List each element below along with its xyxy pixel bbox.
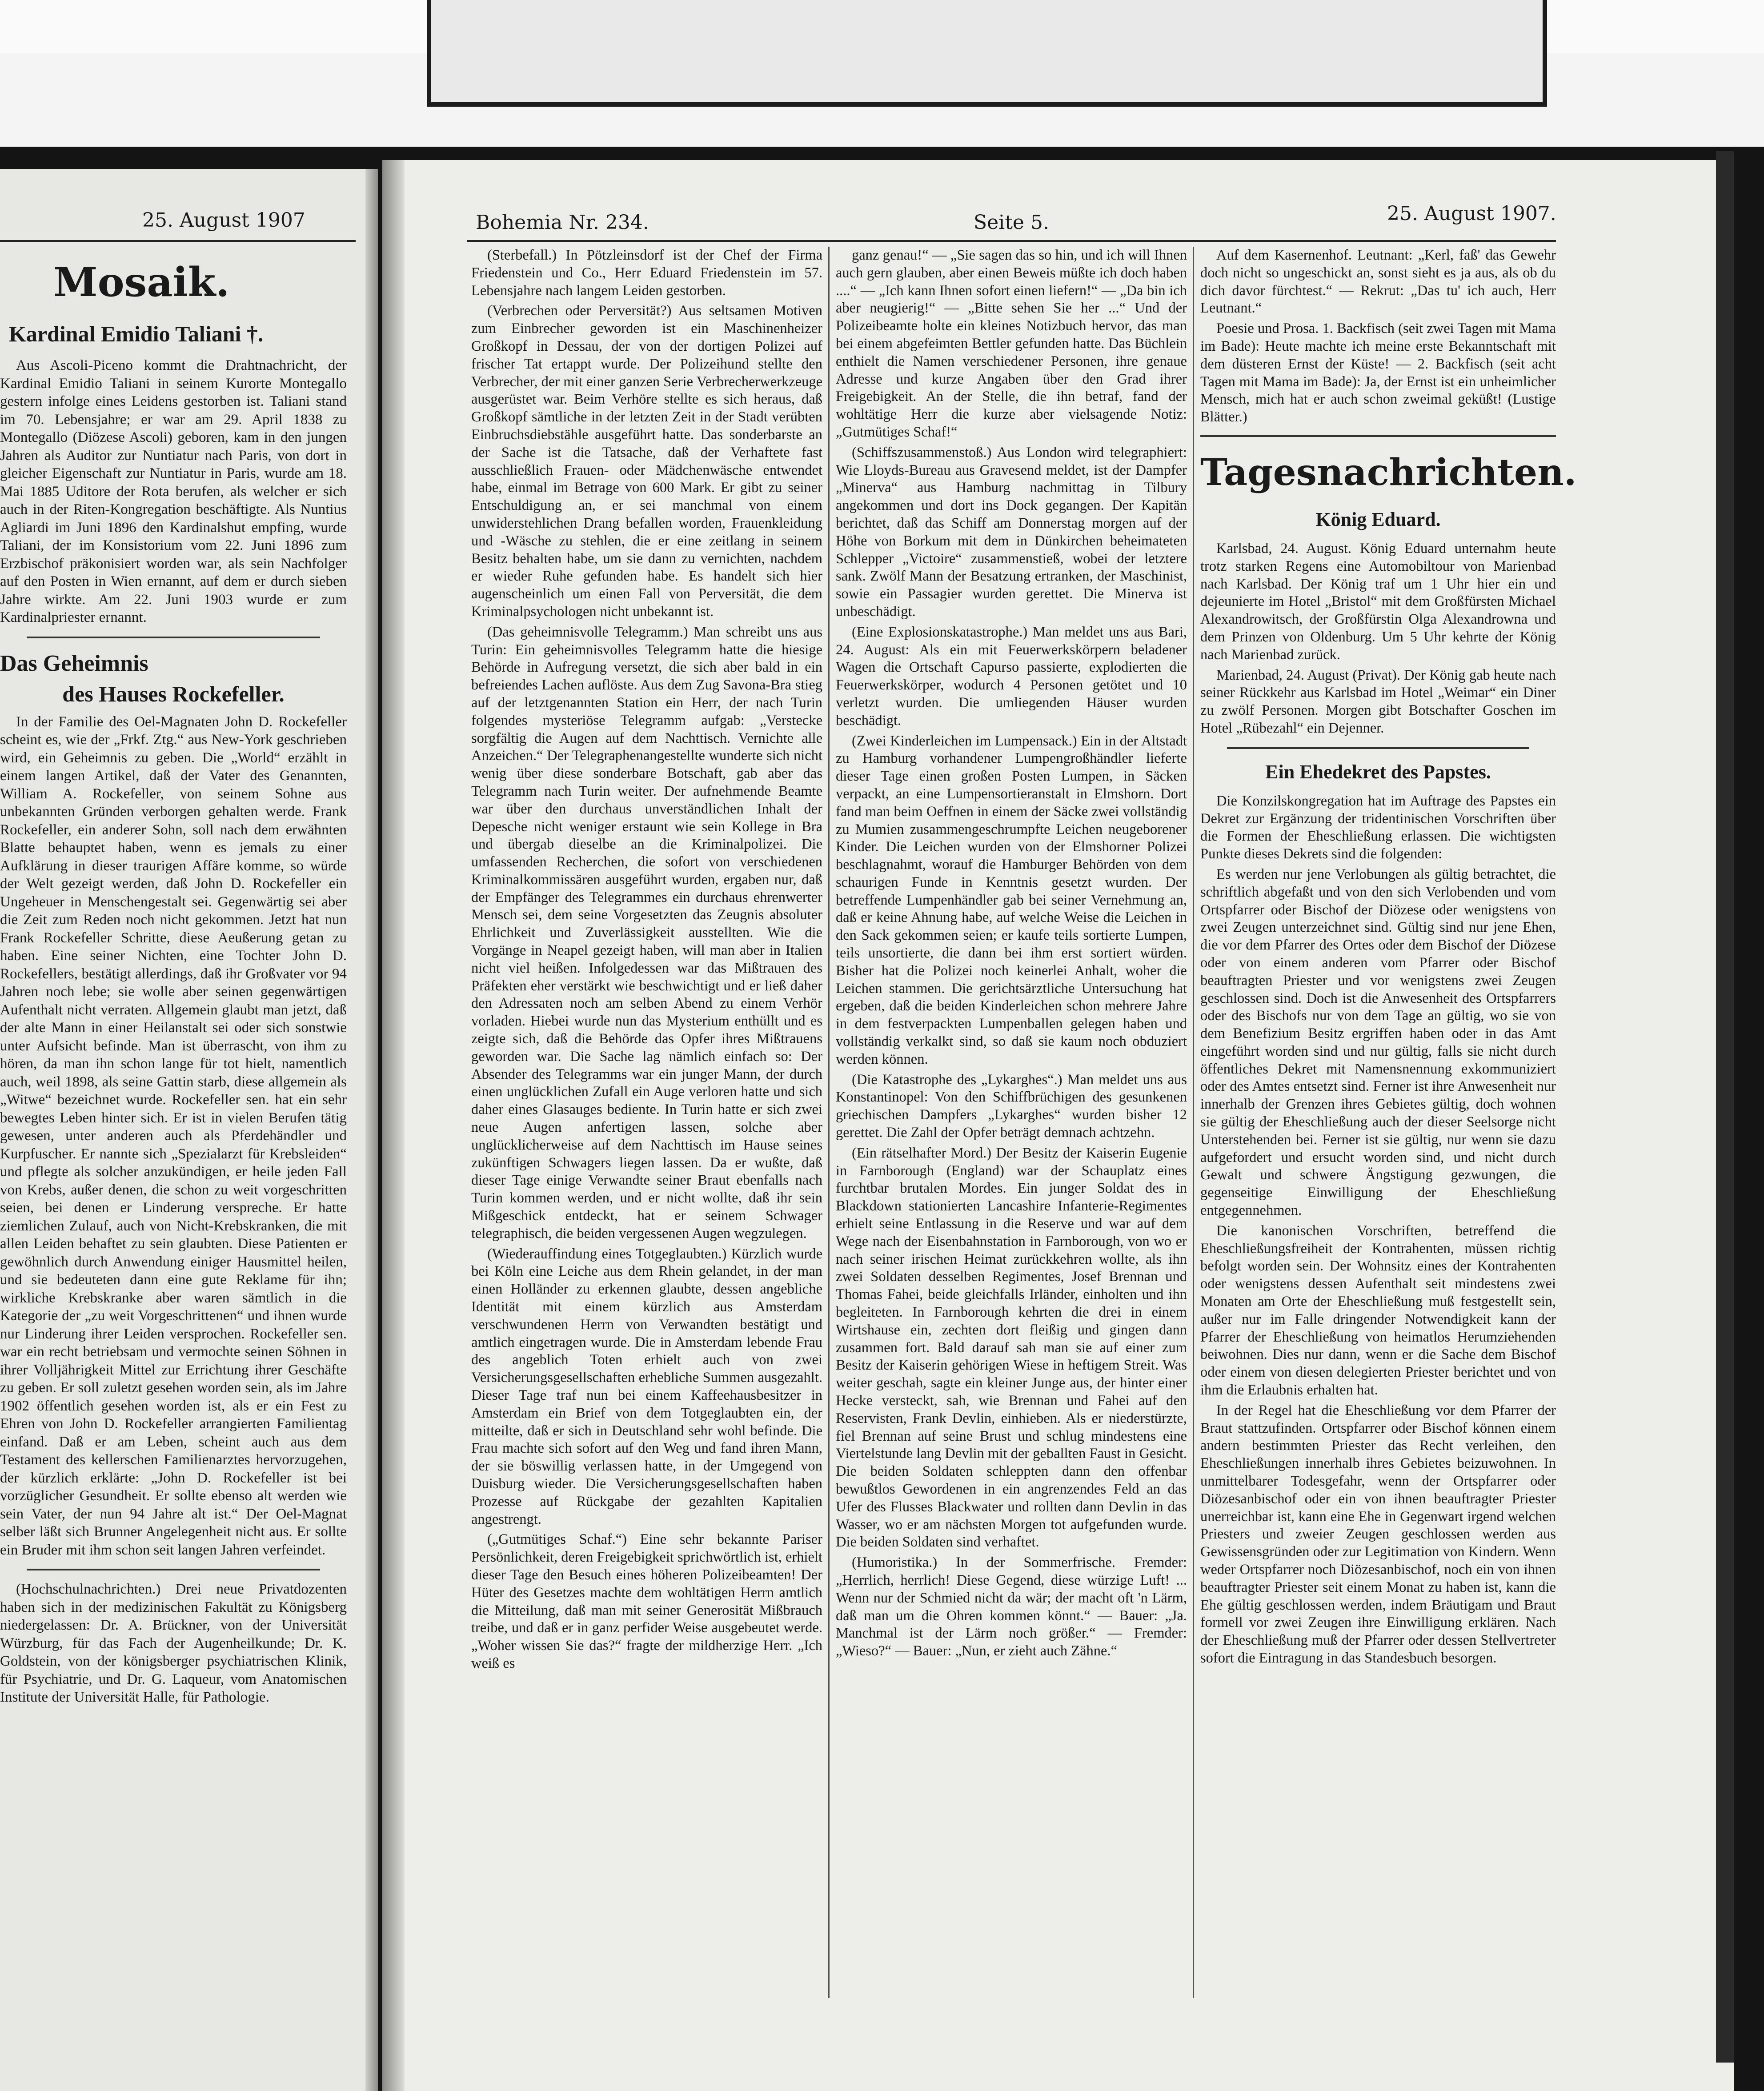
- news-item: Es werden nur jene Verlobungen als gültig betrachtet, die schriftlich abgefaßt und von den sich Verlobenden und vom Ortspfarrer oder Bischof der Diözese oder wenigstens von zwei Zeugen unterzeichnet sind. Gültig sind nur jene Ehen, die vor dem Pfarrer des Ortes oder dem Bischof der Diözese oder von einem anderen vom Pfarrer oder Bischof beauftragten Priester und vor wenigstens zwei Zeugen geschlossen sind. Doch ist die Anwesenheit des Ortspfarrers oder des Bischofs nur von dem Tage an gültig, wo sie von dem Benefizium Besitz ergriffen haben oder in das Amt eingeführt worden sind und nur gültig, falls sie nicht durch öffentliches Dekret mit Namensnennung exkommuniziert oder des Amtes entsetzt sind. Ferner ist ihre Anwesenheit nur innerhalb der Grenzen ihres Gebietes gültig, doch wohnen sie gültig der Eheschließung auch der dieser Seelsorge nicht Unterstehenden bei. Ferner ist sie gültig, nur wenn sie dazu aufgefordert und ersucht worden sind, und nicht durch Gewalt und schwere Ängstigung gezwungen, die gegenseitige Einwilligung der Eheschließung entgegennehmen.: [1200, 866, 1556, 1219]
- header-rule: [467, 240, 1556, 242]
- news-item: (Schiffszusammenstoß.) Aus London wird telegraphiert: Wie Lloyds-Bureau aus Gravesend meldet, ist der Dampfer „Minerva“ aus Hamburg nachmittag in Tilbury angekommen und dort ins Dock gegangen. Der Kapitän berichtet, daß das Schiff am Donnerstag morgen auf der Höhe von Borkum mit dem in Dünkirchen beheimateten Schlepper „Victoire“ zusammenstieß, wobei der letztere sank. Zwölf Mann der Besatzung ertranken, der Maschinist, sowie ein Passagier wurden gerettet. Die Minerva ist unbeschädigt.: [836, 444, 1187, 620]
- header-page-number: Seite 5.: [974, 211, 1049, 234]
- news-item: („Gutmütiges Schaf.“) Eine sehr bekannte Pariser Persönlichkeit, deren Freigebigkeit sprichwörtlich ist, erhielt dieser Tage den Besuch eines höheren Polizeibeamten! Der Hüter des Gesetzes machte dem wohltätigen Herrn amtlich die Mitteilung, daß man mit seiner Generosität Mißbrauch treibe, und daß er in ganz perfider Weise ausgebeutet werde. „Woher wissen Sie das?“ fragte der mildherzige Herr. „Ich weiß es: [471, 1531, 822, 1671]
- article-title: Kardinal Emidio Taliani †.: [9, 321, 264, 346]
- article-title: Das Geheimnis: [0, 650, 148, 676]
- right-page: [382, 160, 1734, 2091]
- column-1: [471, 247, 822, 1675]
- news-item: (Die Katastrophe des „Lykarghes“.) Man meldet uns aus Konstantinopel: Von den Schiffbrüchigen des gesunkenen griechischen Dampfers „Lykarghes“ wurden bisher 12 gerettet. Die Zahl der Opfer beträgt demnach achtzehn.: [836, 1071, 1187, 1141]
- divider: [1200, 435, 1556, 437]
- news-item: (Verbrechen oder Perversität?) Aus seltsamen Motiven zum Einbrecher geworden ist ein Maschinenheizer Großkopf in Dessau, der von der dortigen Polizei auf frischer Tat ertappt wurde. Der Polizeihund stellte den Verbrecher, der mit einer ganzen Serie Verbrecherwerkzeuge ausgerüstet war. Beim Verhöre stellte es sich heraus, daß Großkopf sämtliche in der letzten Zeit in der Stadt verübten Einbruchsdiebstähle ausgeführt hatte. Das sonderbarste an der Sache ist die Tatsache, daß der Verhaftete fast ausschließlich Frauen- oder Mädchenwäsche entwendet habe, einmal im Betrage von 600 Mark. Er gibt zu seiner Entschuldigung an, er sei manchmal von einem unwiderstehlichen Drang befallen worden, Frauenkleidung und -Wäsche zu stehlen, die er eine zeitlang in seinem Besitz behalten habe, um sie dann zu vernichten, nachdem er wieder Ruhe gefunden habe. Es handelt sich hier augenscheinlich um einen Fall von Perversität, die dem Kriminalpsychologen nicht unbekannt ist.: [471, 303, 822, 620]
- anecdote: Auf dem Kasernenhof. Leutnant: „Kerl, faß' das Gewehr doch nicht so ungeschickt an, sonst sieht es ja aus, als ob du dich davor fürchtest.“ — Rekrut: „Das tu' ich auch, Herr Leutnant.“: [1200, 247, 1556, 316]
- section-title: Mosaik.: [53, 259, 230, 306]
- divider: [27, 1569, 320, 1570]
- news-item: Karlsbad, 24. August. König Eduard unternahm heute trotz starken Regens eine Automobiltour von Marienbad nach Karlsbad. Der König traf um 1 Uhr hier ein und dejeunierte im Hotel „Bristol“ mit dem Großfürsten Michael Alexandrowitsch, der Großfürstin Olga Alexandrowna und dem Prinzen von Oldenburg. Um 5 Uhr kehrte der König nach Marienbad zurück.: [1200, 540, 1556, 663]
- scan-top-margin: [0, 0, 1764, 147]
- news-item: (Ein rätselhafter Mord.) Der Besitz der Kaiserin Eugenie in Farnborough (England) war der Schauplatz eines furchtbar brutalen Mordes. Ein junger Soldat des in Blackdown stationierten Lancashire Infanterie-Regimentes erhielt seine Entlassung in die Reserve und war auf dem Wege nach der Eisenbahnstation in Farnborough, von wo er nach seiner irischen Heimat zurückkehren wollte, als ihn zwei Soldaten desselben Regimentes, Josef Brennan und Thomas Fahei, beide gleichfalls Irländer, einholten und ihn begleiteten. In Farnborough kehrten die drei in einem Wirtshause ein, zechten dort fleißig und gingen dann zusammen fort. Bald darauf sah man sie auf einer zum Besitz der Kaiserin gehörigen Wiese in heftigem Streit. Was weiter geschah, sagte ein kleiner Junge aus, der hinter einer Hecke versteckt, sah, wie Brennan und Fahei auf den Reservisten, Frank Devlin, einhieben. Als er niederstürzte, fiel Brennan auf seine Brust und schlug mindestens eine Viertelstunde lang Devlin mit der geballten Faust in Gesicht. Die beiden Soldaten schleppten dann den offenbar bewußtlos Gewordenen in ein angrenzendes Feld an das Ufer des Flusses Blackwater und rollten dann Devlin in das Wasser, wo er am nächsten Morgen tot aufgefunden wurde. Die beiden Soldaten sind verhaftet.: [836, 1145, 1187, 1550]
- article-text: (Hochschulnachrichten.) Drei neue Privatdozenten haben sich in der medizinischen Fakultät zu Königsberg niedergelassen: Dr. A. Brückner, von der Universität Würzburg, für das Fach der Augenheilkunde; Dr. K. Goldstein, von der königsberger psychiatrischen Klinik, für Psychiatrie, und Dr. G. Laqueur, vom Anatomischen Institute der Universität Halle, für Pathologie.: [0, 1581, 347, 1705]
- column-separator: [1193, 247, 1194, 1998]
- header-rule: [0, 240, 356, 242]
- article-text: Aus Ascoli-Piceno kommt die Drahtnachricht, der Kardinal Emidio Taliani in seinem Kurorte Montegallo gestern infolge eines Leidens gestorben ist. Taliani stand im 70. Lebensjahre; er war am 29. April 1838 zu Montegallo (Diözese Ascoli) geboren, kam in den jungen Jahren als Auditor zur Nuntiatur nach Paris, von dort in gleicher Eigenschaft zur Nuntiatur in Paris, wurde am 18. Mai 1885 Uditore der Rota berufen, als welcher er sich auch in der Riten-Kongregation beschäftigte. Als Nuntius Agliardi im Juni 1896 den Kardinalshut empfing, wurde Taliani, der im Konsistorium vom 22. Juni 1896 zum Erzbischof präkonisiert worden war, als sein Nachfolger auf den Posten in Wien ernannt, auf dem er durch sieben Jahre wirkte. Am 22. Juni 1903 wurde er zum Kardinalpriester ernannt.: [0, 357, 347, 625]
- article-title: Ein Ehedekret des Papstes.: [1265, 761, 1491, 783]
- divider: [27, 637, 320, 638]
- news-item: Marienbad, 24. August (Privat). Der König gab heute nach seiner Rückkehr aus Karlsbad im Hotel „Weimar“ ein Diner zu zwölf Personen. Morgen gibt Botschafter Goschen im Hotel „Rübezahl“ ein Dejenner.: [1200, 667, 1556, 736]
- section-title: Tagesnachrichten.: [1200, 451, 1577, 494]
- news-item: ganz genau!“ — „Sie sagen das so hin, und ich will Ihnen auch gern glauben, aber einen Beweis müßte ich doch haben ....“ — „Ich kann Ihnen sofort einen liefern!“ — „Da bin ich aber neugierig!“ — „Bitte sehen Sie her ...“ Und der Polizeibeamte holte ein kleines Notizbuch hervor, das man bei einem abgefeimten Bettler gefunden hatte. Das Büchlein enthielt die Namen verschiedener Personen, ihre genaue Adresse und kurze Angaben über den Grad ihrer Freigebigkeit. An der Stelle, die ihn betraf, fand der wohltätige Herr die kurze aber vielsagende Notiz: „Gutmütiges Schaf!“: [836, 247, 1187, 440]
- header-publication: Bohemia Nr. 234.: [476, 211, 649, 234]
- article-title: König Eduard.: [1315, 508, 1441, 530]
- book-frame: [427, 0, 1547, 107]
- news-item: (Humoristika.) In der Sommerfrische. Fremder: „Herrlich, herrlich! Diese Gegend, diese würzige Luft! ... Wenn nur der Schmied nicht da wär; der macht oft 'n Lärm, daß man um die Ohren kommen könnt.“ — Bauer: „Ja. Manchmal ist der Lärm noch größer.“ — Fremder: „Wieso?“ — Bauer: „Nun, er zieht auch Zähne.“: [836, 1554, 1187, 1659]
- book-edge: [1716, 151, 1734, 2063]
- news-item: (Wiederauffindung eines Totgeglaubten.) Kürzlich wurde bei Köln eine Leiche aus dem Rhein gelandet, in der man einen Holländer zu erkennen glaubte, dessen angebliche Identität mit einem kürzlich aus Amsterdam verschwundenen Herrn von Verwandten bestätigt und amtlich eingetragen wurde. Die in Amsterdam lebende Frau des angeblich Toten erhielt auch von zwei Versicherungsgesellschaften erhebliche Summen ausgezahlt. Dieser Tage traf nun bei einem Kaffeehausbesitzer in Amsterdam ein Brief von dem Totgeglaubten ein, der mitteilte, daß er sich in Deutschland sehr wohl befinde. Die Frau machte sich sofort auf den Weg und fand ihren Mann, der sie böswillig verlassen hatte, in der Umgegend von Duisburg wieder. Die Versicherungsgesellschaften haben Prozesse auf Rückgabe der gezahlten Kapitalien angestrengt.: [471, 1246, 822, 1527]
- news-item: Die kanonischen Vorschriften, betreffend die Eheschließungsfreiheit der Kontrahenten, müssen richtig befolgt worden sein. Der Wohnsitz eines der Kontrahenten oder wenigstens dessen Aufenthalt seit mindestens zwei Monaten am Orte der Eheschließung muß festgestellt sein, außer nur im Falle dringender Notwendigkeit kann der Pfarrer der Eheschließung von heimatlos Herumziehenden beiwohnen. Dies nur dann, wenn er die Sache dem Bischof oder einem von diesen delegierten Priester berichtet und von ihm die Erlaubnis erhalten hat.: [1200, 1222, 1556, 1398]
- column-separator: [828, 247, 830, 1998]
- news-item: (Das geheimnisvolle Telegramm.) Man schreibt uns aus Turin: Ein geheimnisvolles Telegramm hatte die hiesige Behörde in Aufregung versetzt, die sich aber bald in ein befreiendes Lachen auflöste. Aus dem Zug Savona-Bra stieg auf der letztgenannten Station ein Herr, der nach Turin folgendes mysteriöse Telegramm aufgab: „Verstecke sorgfältig die Augen auf dem Nachttisch. Vernichte alle Anzeichen.“ Der Telegraphenangestellte wunderte sich nicht wenig über diese sonderbare Botschaft, gab aber das Telegramm nach Turin weiter. Der aufnehmende Beamte war über den durchaus unverständlichen Inhalt der Depesche nicht weniger erstaunt wie sein Kollege in Bra und übergab dieselbe an die Kriminalpolizei. Die umfassenden Recherchen, die sofort von verschiedenen Kriminalkommissären ausgeführt wurden, ergaben nur, daß der Empfänger des Telegrammes ein durchaus ehrenwerter Mensch sei, dem seine Vorgesetzten das Zeugnis absoluter Ehrlichkeit und Zuverlässigkeit ausstellten. Wie die Vorgänge in Neapel gezeigt haben, will man aber in Italien nicht viel heißen. Infolgedessen war das Mißtrauen des Präfekten eher verstärkt wie beschwichtigt und er ließ daher den Adressaten noch am selben Abend zu einem Verhör vorladen. Hiebei wurde nun das Mysterium enthüllt und es zeigte sich, daß die Behörde das Opfer ihres Mißtrauens geworden war. Die Sache lag nämlich einfach so: Der Absender des Telegramms war ein junger Mann, der durch einen unglücklichen Zufall ein Auge verloren hatte und sich daher eines Glasauges bediente. In Turin hatte er sich zwei neue Augen anfertigen lassen, solche aber unglücklicherweise auf dem Nachttisch im Hause seines zukünftigen Schwagers liegen lassen. Da er wußte, daß dieser Tage einige Verwandte seiner Braut ebenfalls nach Turin kommen werden, und er nicht wollte, daß ihr sein Mißgeschick entdeckt, hat er seinem Schwager telegraphisch, die beiden vergessenen Augen wegzulegen.: [471, 624, 822, 1242]
- article-subtitle: des Hauses Rockefeller.: [62, 681, 285, 706]
- news-item: (Eine Explosionskatastrophe.) Man meldet uns aus Bari, 24. August: Als ein mit Feuerwerkskörpern beladener Wagen die Ortschaft Capurso passierte, explodierten die Feuerwerkskörper, wodurch 4 Personen getötet und 10 verletzt wurden. Die umliegenden Häuser wurden beschädigt.: [836, 624, 1187, 729]
- left-page-gutter: [365, 169, 378, 2091]
- left-column: [0, 253, 347, 1709]
- column-2: [836, 247, 1187, 1663]
- anecdote: Poesie und Prosa. 1. Backfisch (seit zwei Tagen mit Mama im Bade): Heute machte ich meine erste Bekanntschaft mit dem düsteren Ernst der Küste! — 2. Backfisch (seit acht Tagen mit Mama im Bade): Ja, der Ernst ist ein unheimlicher Mensch, mich hat er auch schon zweimal geküßt! (Lustige Blätter.): [1200, 320, 1556, 425]
- left-page: [0, 169, 378, 2091]
- page-fold-shadow: [382, 160, 405, 2091]
- column-3: [1200, 247, 1577, 1670]
- news-item: In der Regel hat die Eheschließung vor dem Pfarrer der Braut stattzufinden. Ortspfarrer oder Bischof können einem andern bestimmten Priester das Recht verleihen, den Eheschließungen innerhalb ihres Gebietes beizuwohnen. In unmittelbarer Todesgefahr, wenn der Ortspfarrer oder Diözesanbischof oder ein von ihnen beauftragter Priester unerreichbar ist, kann eine Ehe in Gegenwart irgend welchen Priesters und zweier Zeugen geschlossen werden aus Gewissensgründen oder zur Legitimation von Kindern. Wenn weder Ortspfarrer noch Diözesanbischof, noch ein von ihnen beauftragter Priester seit einem Monat zu haben ist, kann die Ehe gültig geschlossen werden, indem Bräutigam und Braut formell vor zwei Zeugen ihre Einwilligung erklären. Nach der Eheschließung muß der Pfarrer oder dessen Stellvertreter sofort die Eintragung in das Standesbuch besorgen.: [1200, 1402, 1556, 1666]
- left-page-date: 25. August 1907: [142, 209, 305, 232]
- header-date: 25. August 1907.: [1387, 202, 1556, 225]
- news-item: (Sterbefall.) In Pötzleinsdorf ist der Chef der Firma Friedenstein und Co., Herr Eduard Friedenstein im 57. Lebensjahre nach langem Leiden gestorben.: [471, 247, 822, 299]
- article-text: In der Familie des Oel-Magnaten John D. Rockefeller scheint es, wie der „Frkf. Ztg.“ aus New-York geschrieben wird, ein Geheimnis zu geben. Die „World“ erzählt in einem langen Artikel, daß der Vater des Genannten, William A. Rockefeller, von seinem Sohne aus unbekannten Gründen verborgen gehalten werde. Frank Rockefeller, ein anderer Sohn, soll nach dem erwähnten Blatte behauptet haben, wenn es jemals zu einer Aufklärung in dieser traurigen Affäre komme, so würde der Welt gezeigt werden, daß John D. Rockefeller ein Ungeheuer in Menschengestalt sei. Gegenwärtig sei aber die Zeit zum Reden noch nicht gekommen. Jetzt hat nun Frank Rockefeller Schritte, diese Aeußerung getan zu haben. Eine seiner Nichten, eine Tochter John D. Rockefellers, bestätigt allerdings, daß ihr Großvater vor 94 Jahren noch lebe; sie wolle aber seinen gegenwärtigen Aufenthalt nicht verraten. Allgemein glaubt man jetzt, daß der alte Mann in einer Heilanstalt sei oder sich sonstwie unter Aufsicht befinde. Man ist überrascht, von ihm zu hören, da man ihn schon lange für tot hielt, namentlich auch, weil 1898, als seine Gattin starb, diese allgemein als „Witwe“ bezeichnet wurde. Rockefeller sen. hat ein sehr bewegtes Leben hinter sich. Er ist in vielen Berufen tätig gewesen, unter anderen auch als Pferdehändler und Kurpfuscher. Er nannte sich „Spezialarzt für Krebsleiden“ und pflegte als solcher anzukündigen, er heile jeden Fall von Krebs, außer denen, die schon zu weit vorgeschritten seien, bei denen er Linderung verspreche. Er hatte ziemlichen Zulauf, auch von Nicht-Krebskranken, die mit allen Leiden behaftet zu sein glaubten. Diese Patienten er gewöhnlich durch Anwendung einiger Hausmittel heilen, und sie bedeuteten dann eine gute Reklame für ihn; wirkliche Krebskranke aber waren sämtlich in die Kategorie der „zu weit Vorgeschrittenen“ und ihnen wurde nur Linderung ihrer Leiden versprochen. Rockefeller sen. war ein recht betriebsam und vermochte seinen Söhnen in ihrer Volljährigkeit Mittel zur Errichtung ihrer Geschäfte zu geben. Er soll zuletzt gesehen worden sein, als im Jahre 1902 öffentlich gesehen worden ist, als er ein Fest zu Ehren von John D. Rockefeller arrangierten Familientag einfand. Daß er am Leben, scheint auch aus dem Testament des kellerschen Familienarztes hervorzugehen, der kürzlich erklärte: „John D. Rockefeller ist bei vorzüglicher Gesundheit. Er sollte ebenso alt werden wie sein Vater, der nun 94 Jahre alt ist.“ Der Oel-Magnat selber läßt sich Brunner Angelegenheit nicht aus. Er sollte ein Bruder mit ihm schon seit langen Jahren verfeindet.: [0, 713, 347, 1558]
- news-item: Die Konzilskongregation hat im Auftrage des Papstes ein Dekret zur Ergänzung der tridentinischen Vorschriften über die Formen der Eheschließung erlassen. Die wichtigsten Punkte dieses Dekrets sind die folgenden:: [1200, 793, 1556, 862]
- news-item: (Zwei Kinderleichen im Lumpensack.) Ein in der Altstadt zu Hamburg vorhandener Lumpengroßhändler lieferte dieser Tage einen großen Posten Lumpen, in Säcken verpackt, an eine Lumpensortieranstalt in Elmshorn. Dort fand man beim Oeffnen in einem der Säcke zwei vollständig zu Mumien zusammengeschrumpfte Leichen neugeborener Kinder. Die Leichen wurden von der Elmshorner Polizei beschlagnahmt, worauf die Hamburger Behörden von dem schaurigen Funde in Kenntnis gesetzt wurden. Der betreffende Lumpenhändler gab bei seiner Vernehmung an, daß er keine Ahnung habe, auf welche Weise die Leichen in den Sack gekommen seien; er kaufe teils sortierte Lumpen, teils unsortierte, die dann bei ihm erst sortiert würden. Bisher hat die Polizei noch keinerlei Anhalt, woher die Leichen stammen. Die gerichtsärztliche Untersuchung hat ergeben, daß die beiden Kinderleichen schon mehrere Jahre in dem festverpackten Lumpenballen gelegen haben und vollständig verkalkt sind, so daß sie kaum noch obduziert werden können.: [836, 733, 1187, 1067]
- divider: [1227, 747, 1529, 749]
